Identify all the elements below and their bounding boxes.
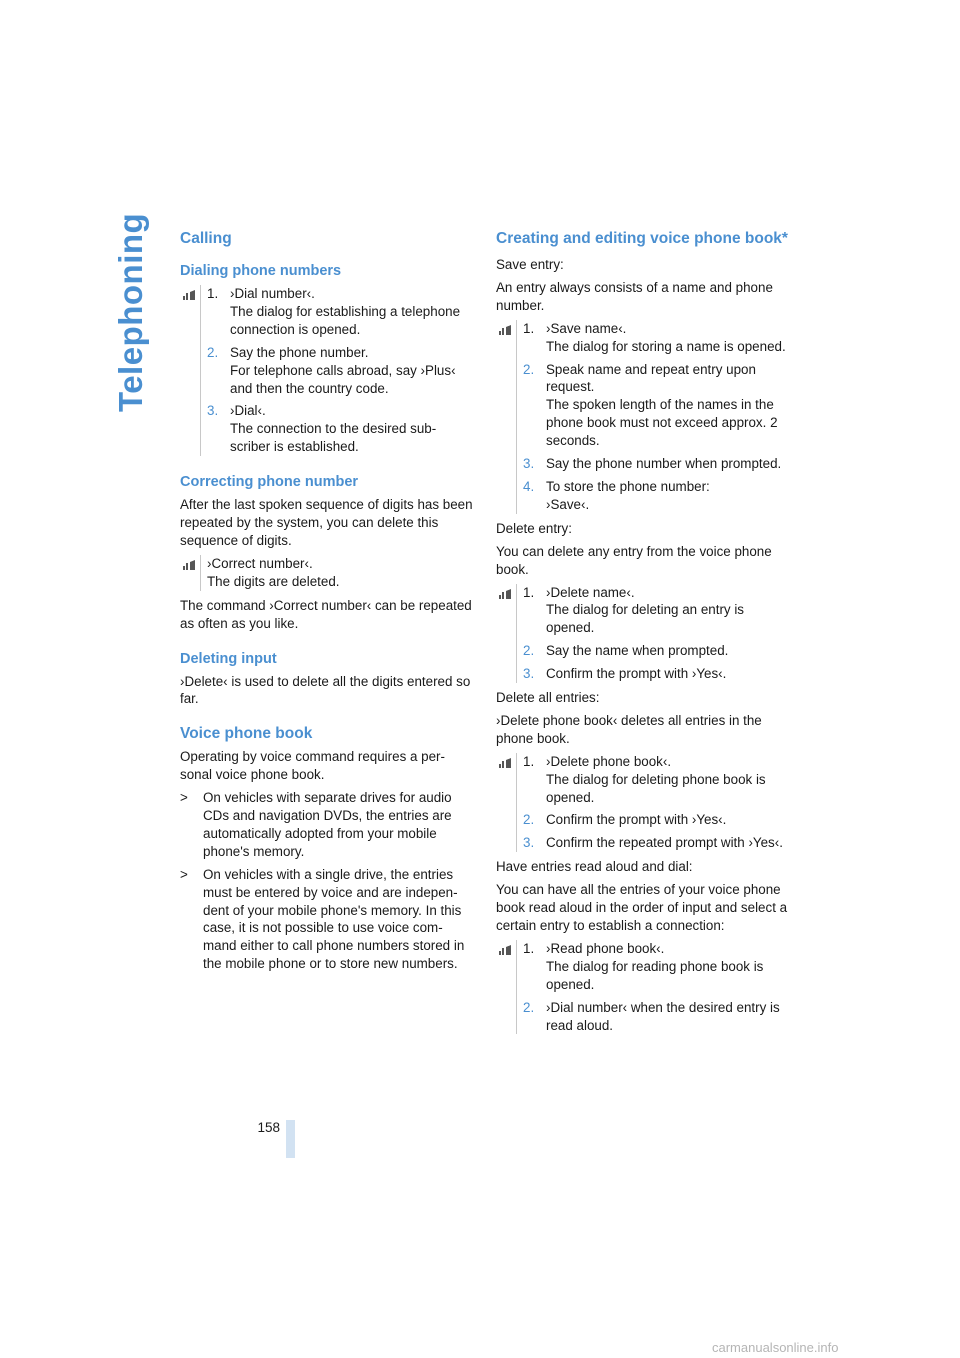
voice-command-icon <box>183 290 195 300</box>
step-text <box>230 344 475 398</box>
voice-command-icon <box>499 325 511 335</box>
read-aloud-label: Have entries read aloud and dial: <box>496 859 693 875</box>
deleting-paragraph: ›Delete‹ is used to delete all the digits entered so far. <box>180 673 471 707</box>
step-number: 2. <box>523 361 535 377</box>
step-number: 1. <box>207 286 219 301</box>
step-number: 3. <box>523 835 535 851</box>
command-line: ›Correct number‹. <box>207 555 313 571</box>
step-text <box>230 402 475 456</box>
step-line: ›Read phone book‹. <box>546 940 665 956</box>
voice-bullet-list <box>180 789 475 973</box>
step-text <box>546 320 791 356</box>
step-line: ›Dial‹. <box>230 403 266 419</box>
step-line: Say the phone number when prompted. <box>546 456 782 472</box>
step-item <box>523 478 791 514</box>
step-number: 4. <box>523 478 535 494</box>
step-number: 1. <box>523 753 535 769</box>
step-text <box>546 753 791 807</box>
bullet-marker: > <box>180 866 188 882</box>
delete-entry-label: Delete entry: <box>496 520 572 536</box>
step-item <box>523 999 791 1035</box>
step-number: 2. <box>523 643 535 659</box>
step-line: The dialog for establishing a telephone connection is opened. <box>230 303 461 337</box>
delete-all-paragraph: ›Delete phone book‹ deletes all entries in the phone book. <box>496 712 762 746</box>
voice-command-box-delete <box>496 584 791 684</box>
step-text <box>546 584 791 638</box>
step-item <box>207 402 475 456</box>
step-number: 2. <box>523 999 535 1015</box>
step-item <box>523 665 791 683</box>
step-item <box>523 940 791 994</box>
step-number: 2. <box>523 812 535 828</box>
command-line: The digits are deleted. <box>207 573 340 589</box>
step-item <box>523 753 791 807</box>
step-item <box>523 584 791 638</box>
save-entry-label: Save entry: <box>496 257 564 272</box>
voice-command-box-correcting <box>180 555 475 591</box>
delete-entry-paragraph: You can delete any entry from the voice phone book. <box>496 543 772 577</box>
footer-watermark: carmanualsonline.info <box>712 1340 839 1355</box>
step-text <box>230 285 475 339</box>
step-item <box>207 344 475 398</box>
save-entry-paragraph: An entry always consists of a name and phone number. <box>496 279 773 313</box>
page-number: 158 <box>257 1120 280 1135</box>
bullet-item <box>180 866 475 973</box>
bullet-text: On vehicles with a single drive, the entries must be entered by voice and are indepen-dent of your mobile phone's memory. In this case, it is not possible to use voice com-mand either to call phone numbers stored in the mobile phone or to store new numbers. <box>203 866 465 972</box>
voice-command-icon <box>499 758 511 768</box>
bullet-item <box>180 789 475 861</box>
voice-command-icon <box>499 589 511 599</box>
read-aloud-paragraph: You can have all the entries of your voice phone book read aloud in the order of input and select a certain entry to establish a connection: <box>496 882 788 933</box>
step-text <box>546 642 791 660</box>
step-line: ›Save‹. <box>546 496 590 512</box>
step-text <box>546 834 791 852</box>
step-item <box>523 320 791 356</box>
voice-command-box-dialing <box>180 285 475 456</box>
voice-command-icon <box>183 560 195 570</box>
bullet-text: On vehicles with separate drives for audio CDs and navigation DVDs, the entries are automatically adopted from your mobile phone's memory. <box>203 790 452 859</box>
left-column <box>180 230 475 978</box>
step-line: Speak name and repeat entry upon request. <box>546 361 756 395</box>
right-column <box>496 230 791 1040</box>
deleting-heading: Deleting input <box>180 650 277 667</box>
page-number-bar <box>286 1120 295 1158</box>
voice-command-box-read <box>496 940 791 1035</box>
voice-command-box-delete-all <box>496 753 791 853</box>
step-line: The dialog for reading phone book is opened. <box>546 958 764 992</box>
bullet-marker: > <box>180 790 188 806</box>
step-item <box>523 834 791 852</box>
step-line: ›Dial number‹. <box>230 286 315 301</box>
step-text <box>546 940 791 994</box>
step-line: ›Delete phone book‹. <box>546 753 672 769</box>
step-line: The spoken length of the names in the phone book must not exceed approx. 2 seconds. <box>546 397 778 449</box>
step-number: 1. <box>523 940 535 956</box>
step-number: 3. <box>523 666 535 682</box>
step-line: Confirm the prompt with ›Yes‹. <box>546 666 727 682</box>
voice-phone-book-paragraph: Operating by voice command requires a per-sonal voice phone book. <box>180 749 445 783</box>
step-text <box>546 478 791 514</box>
step-line: Say the phone number. <box>230 344 369 360</box>
step-item <box>523 811 791 829</box>
step-item <box>523 455 791 473</box>
step-line: The dialog for deleting an entry is opened. <box>546 602 745 636</box>
voice-command-icon <box>499 945 511 955</box>
step-item <box>207 285 475 339</box>
voice-phone-book-heading: Voice phone book <box>180 725 313 743</box>
step-line: Confirm the prompt with ›Yes‹. <box>546 812 727 828</box>
correcting-note: The command ›Correct number‹ can be repeated as often as you like. <box>180 597 472 631</box>
step-text <box>546 999 791 1035</box>
step-item <box>523 361 791 451</box>
sidebar-chapter-title: Telephoning <box>112 212 149 412</box>
correcting-paragraph: After the last spoken sequence of digits has been repeated by the system, you can delete this sequence of digits. <box>180 497 473 548</box>
step-number: 3. <box>523 456 535 472</box>
calling-heading: Calling <box>180 230 232 247</box>
step-item <box>523 642 791 660</box>
step-text <box>546 361 791 451</box>
creating-editing-heading: Creating and editing voice phone book* <box>496 230 788 247</box>
step-line: Say the name when prompted. <box>546 643 729 659</box>
dialing-heading: Dialing phone numbers <box>180 263 342 279</box>
step-number: 2. <box>207 344 219 360</box>
step-line: ›Save name‹. <box>546 320 627 336</box>
step-line: The dialog for storing a name is opened. <box>546 338 786 354</box>
step-number: 1. <box>523 584 535 600</box>
correcting-heading: Correcting phone number <box>180 474 359 491</box>
step-text <box>546 455 791 473</box>
step-line: The connection to the desired sub-scriber is established. <box>230 421 437 455</box>
step-text <box>546 665 791 683</box>
step-line: ›Delete name‹. <box>546 584 635 600</box>
step-line: The dialog for deleting phone book is opened. <box>546 771 766 805</box>
voice-command-box-save <box>496 320 791 514</box>
step-line: To store the phone number: <box>546 478 710 494</box>
step-text <box>546 811 791 829</box>
step-number: 3. <box>207 403 219 419</box>
step-line: Confirm the repeated prompt with ›Yes‹. <box>546 835 783 851</box>
step-line: ›Dial number‹ when the desired entry is read aloud. <box>546 999 780 1033</box>
step-line: For telephone calls abroad, say ›Plus‹ and then the country code. <box>230 362 456 396</box>
step-number: 1. <box>523 320 535 336</box>
delete-all-label: Delete all entries: <box>496 690 600 706</box>
